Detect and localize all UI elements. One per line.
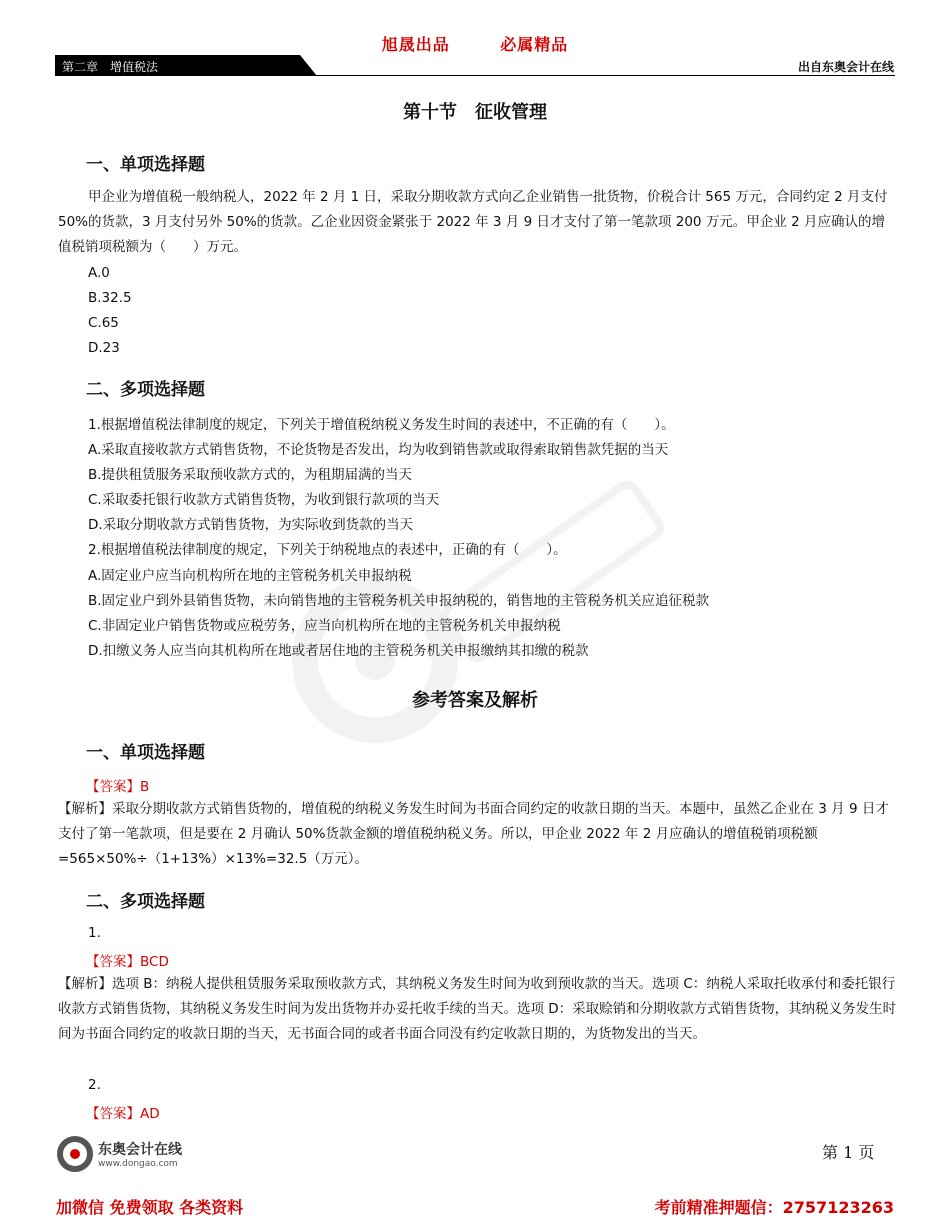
single-option-a: A.0	[88, 265, 110, 281]
single-choice-stem: 甲企业为增值税一般纳税人，2022 年 2 月 1 日，采取分期收款方式向乙企业销售一批货物，价税合计 565 万元，合同约定 2 月支付 50%的货款，3 月支付另外 50%的货款。乙企业因资金紧张于 2022 年 3 月 9 日才支付了第一笔款项 200 万元。甲企业 2 月应确认的增值税销项税额为（ ）万元。	[58, 189, 888, 255]
q1-answer	[86, 950, 169, 970]
page-number: 第 1 页	[822, 1143, 875, 1162]
analysis-tag: 【解析】	[58, 801, 112, 817]
bottom-left-promo: 加微信 免费领取 各类资料	[56, 1198, 244, 1217]
multi-line: A.固定业户应当向机构所在地的主管税务机关申报纳税	[88, 568, 412, 584]
promo-right: 必属精品	[500, 35, 569, 54]
multi-line: D.采取分期收款方式销售货物，为实际收到货款的当天	[88, 517, 414, 533]
q2-number: 2.	[88, 1077, 101, 1093]
q1-number: 1.	[88, 925, 101, 941]
source-label: 出自东奥会计在线	[797, 60, 894, 74]
multi-line: C.采取委托银行收款方式销售货物，为收到银行款项的当天	[88, 492, 440, 508]
analysis-text: 选项 B：纳税人提供租赁服务采取预收款方式，其纳税义务发生时间为收到预收款的当天。选项 C：纳税人采取托收承付和委托银行收款方式销售货物，其纳税义务发生时间为发出货物并办妥托收手续的当天。选项 D：采取赊销和分期收款方式销售货物，其纳税义务发生时间为书面合同约定的收款日期的当天，无书面合同的或者书面合同没有约定收款日期的，为货物发出的当天。	[58, 976, 897, 1042]
answer-value: AD	[140, 1106, 160, 1122]
single-option-b: B.32.5	[88, 290, 132, 306]
single-option-d: D.23	[88, 340, 120, 356]
answer-tag: 【答案】	[86, 779, 140, 795]
answer-single-heading: 一、单项选择题	[86, 743, 205, 763]
single-analysis	[58, 797, 898, 872]
section-title: 第十节 征收管理	[403, 102, 547, 123]
answer-tag: 【答案】	[86, 1106, 140, 1122]
answers-title: 参考答案及解析	[412, 690, 538, 711]
multi-line: B.提供租赁服务采取预收款方式的，为租期届满的当天	[88, 467, 413, 483]
answer-tag: 【答案】	[86, 954, 140, 970]
promo-left: 旭晟出品	[381, 35, 450, 54]
multi-line: A.采取直接收款方式销售货物，不论货物是否发出，均为收到销售款或取得索取销售款凭据的当天	[88, 442, 669, 458]
q2-answer	[86, 1102, 160, 1122]
dongao-logo-icon	[56, 1135, 94, 1173]
multi-line: D.扣缴义务人应当向其机构所在地或者居住地的主管税务机关申报缴纳其扣缴的税款	[88, 643, 589, 659]
q1-analysis	[58, 972, 898, 1047]
multi-choice-heading: 二、多项选择题	[86, 380, 205, 400]
answer-value: BCD	[140, 954, 169, 970]
multi-line: 2.根据增值税法律制度的规定，下列关于纳税地点的表述中，正确的有（ ）。	[88, 542, 567, 558]
logo-url: www.dongao.com	[98, 1159, 178, 1169]
multi-line: 1.根据增值税法律制度的规定，下列关于增值税纳税义务发生时间的表述中，不正确的有（ ）。	[88, 417, 675, 433]
single-option-c: C.65	[88, 315, 119, 331]
answer-value: B	[140, 779, 150, 795]
single-answer	[86, 775, 149, 795]
analysis-tag: 【解析】	[58, 976, 112, 992]
bottom-right-promo: 考前精准押题信：2757123263	[654, 1198, 894, 1217]
analysis-text: 采取分期收款方式销售货物的，增值税的纳税义务发生时间为书面合同约定的收款日期的当天。本题中，虽然乙企业在 3 月 9 日才支付了第一笔款项，但是要在 2 月确认 50%货款金额的增值税纳税义务。所以，甲企业 2022 年 2 月应确认的增值税销项税额=565×50%÷（1+13%）×13%=32.5（万元）。	[58, 801, 889, 867]
chapter-label: 第二章 增值税法	[62, 60, 159, 74]
multi-line: C.非固定业户销售货物或应税劳务，应当向机构所在地的主管税务机关申报纳税	[88, 618, 561, 634]
logo-text: 东奥会计在线	[98, 1142, 182, 1158]
single-choice-heading: 一、单项选择题	[86, 155, 205, 175]
multi-line: B.固定业户到外县销售货物，未向销售地的主管税务机关申报纳税的，销售地的主管税务机关应追征税款	[88, 593, 710, 609]
answer-multi-heading: 二、多项选择题	[86, 892, 205, 912]
